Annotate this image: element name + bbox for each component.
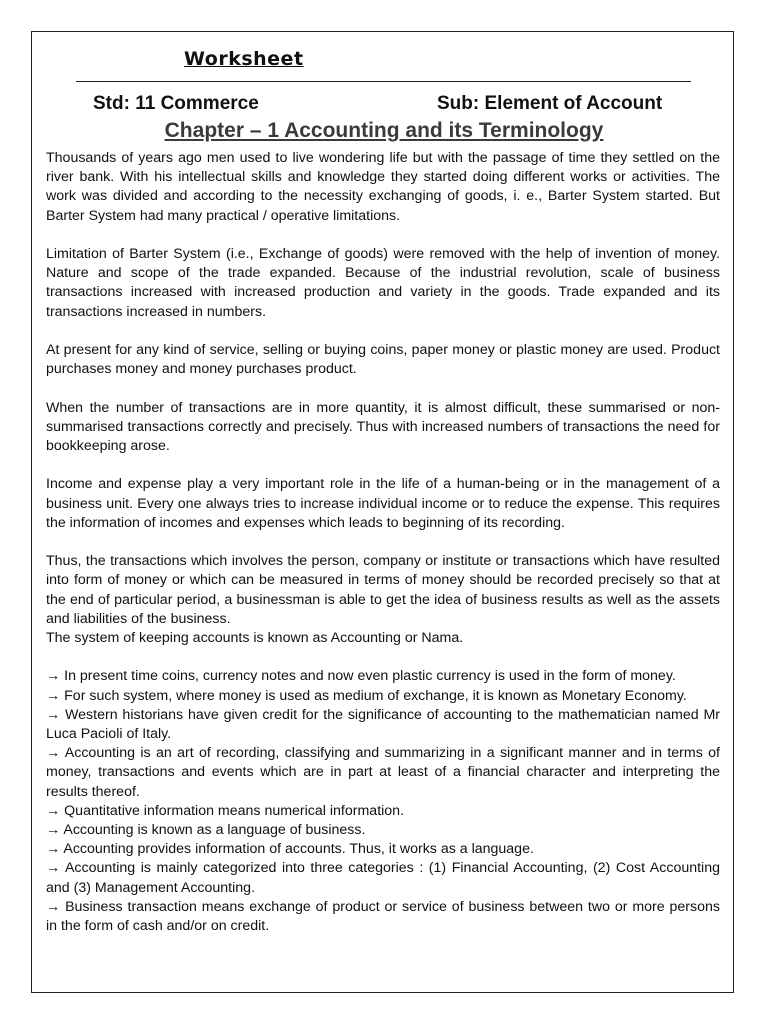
- paragraph-recording-transactions: Thus, the transactions which involves the person, company or institute or transactions which have resulted into form of money or which can be measured in terms of money should be recorded precisely so that at the end of particular period, a businessman is able to get the idea of business results as well as the assets and liabilities of the business.: [46, 553, 720, 627]
- paragraph-accounting-definition: The system of keeping accounts is known as Accounting or Nama.: [46, 630, 464, 646]
- paragraph-income-expense: Income and expense play a very important role in the life of a human-being or in the management of a business unit. Every one always tries to increase individual income or to reduce the expense. This requires the information of incomes and expenses which leads to beginning of its recording.: [46, 476, 720, 531]
- subject-label: Sub: Element of Account: [437, 93, 663, 114]
- header-divider: [76, 81, 691, 82]
- arrow-right-icon: →: [46, 802, 61, 819]
- arrow-right-icon: →: [46, 668, 61, 685]
- standard-label: Std: 11 Commerce: [93, 93, 259, 114]
- list-item: → Western historians have given credit for the significance of accounting to the mathematician named Mr Luca Pacioli of Italy.: [46, 706, 720, 742]
- list-item: → Quantitative information means numerical information.: [46, 802, 405, 819]
- list-item: → Accounting is known as a language of business.: [46, 822, 366, 839]
- key-points-list: [46, 667, 720, 936]
- arrow-right-icon: →: [46, 822, 61, 839]
- paragraph-bookkeeping-need: When the number of transactions are in more quantity, it is almost difficult, these summarised or non-summarised transactions correctly and precisely. Thus with increased numbers of transactions the need for bookkeeping arose.: [46, 399, 720, 454]
- paragraph-money-invention: Limitation of Barter System (i.e., Exchange of goods) were removed with the help of invention of money. Nature and scope of the trade expanded. Because of the industrial revolution, scale of business transactions increased with increased production and variety in the goods. Trade expanded and its transactions increased in numbers.: [46, 246, 720, 320]
- list-item: → Accounting is an art of recording, classifying and summarizing in a significant manner and in terms of money, transactions and events which are in part at least of a financial character and interpreting the results thereof.: [46, 745, 720, 800]
- arrow-right-icon: →: [46, 841, 61, 858]
- list-item: → Accounting is mainly categorized into three categories : (1) Financial Accounting, (2) Cost Accounting and (3) Management Accounting.: [46, 860, 720, 896]
- paragraph-present-money: At present for any kind of service, selling or buying coins, paper money or plastic money are used. Product purchases money and money purchases product.: [46, 342, 720, 378]
- list-item: → Accounting provides information of accounts. Thus, it works as a language.: [46, 841, 534, 858]
- chapter-title: Chapter – 1 Accounting and its Terminology: [164, 119, 604, 142]
- arrow-right-icon: →: [46, 860, 61, 877]
- arrow-right-icon: →: [46, 745, 61, 762]
- paragraph-barter-origin: Thousands of years ago men used to live wondering life but with the passage of time they settled on the river bank. With his intellectual skills and knowledge they started doing different works or activities. The work was divided and according to the necessity exchanging of goods, i. e., Barter System started. But Barter System had many practical / operative limitations.: [46, 150, 720, 224]
- list-item: → In present time coins, currency notes and now even plastic currency is used in the form of money.: [46, 668, 676, 685]
- arrow-right-icon: →: [46, 706, 61, 723]
- worksheet-title: Worksheet: [184, 48, 304, 70]
- arrow-right-icon: →: [46, 687, 61, 704]
- worksheet-body: [46, 149, 720, 936]
- list-item: → Business transaction means exchange of product or service of business between two or more persons in the form of cash and/or on credit.: [46, 898, 720, 935]
- arrow-right-icon: →: [46, 898, 61, 915]
- list-item: → For such system, where money is used as medium of exchange, it is known as Monetary Economy.: [46, 687, 687, 704]
